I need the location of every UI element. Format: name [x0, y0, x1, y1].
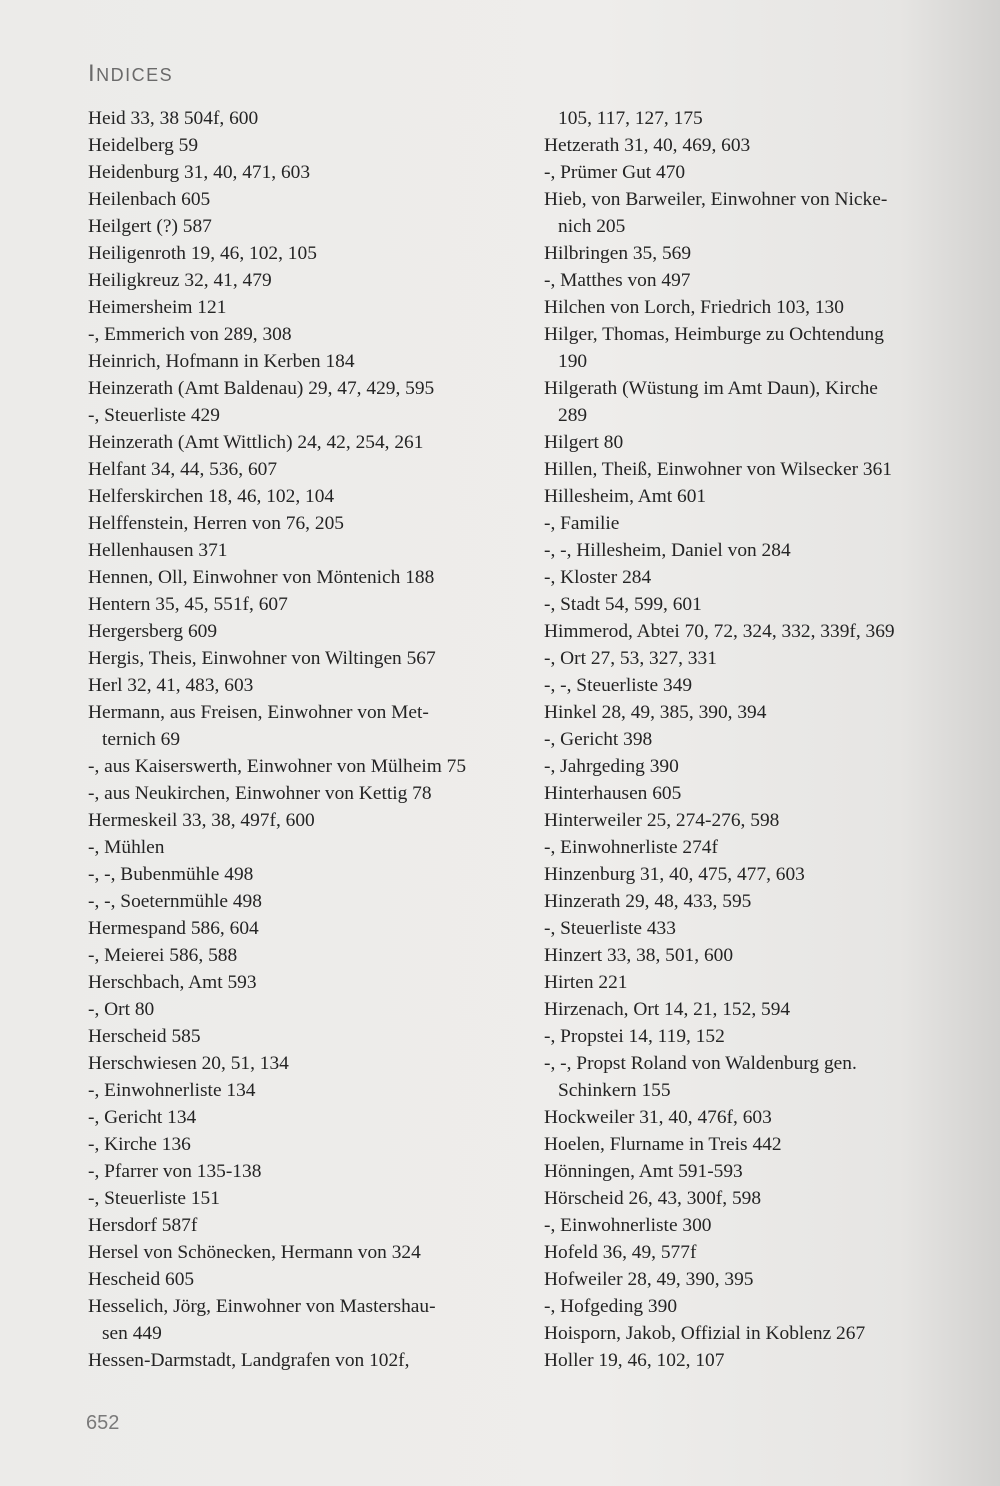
index-entry: -, Ort 27, 53, 327, 331 — [544, 648, 717, 669]
index-entry: -, aus Neukirchen, Einwohner von Kettig 78 — [88, 783, 432, 804]
index-entry: Herscheid 585 — [88, 1026, 201, 1047]
index-entry: -, Kloster 284 — [544, 567, 652, 588]
index-entry: Hermann, aus Freisen, Einwohner von Met- — [88, 702, 429, 723]
index-entry: -, Pfarrer von 135-138 — [88, 1161, 262, 1182]
index-entry: -, Steuerliste 429 — [88, 405, 220, 426]
index-column-left — [88, 105, 508, 1374]
index-entry: Hentern 35, 45, 551f, 607 — [88, 594, 288, 615]
index-entry: -, Einwohnerliste 274f — [544, 837, 718, 858]
index-entry: -, Emmerich von 289, 308 — [88, 324, 292, 345]
index-entry: -, Gericht 398 — [544, 729, 653, 750]
index-entry: -, Einwohnerliste 134 — [88, 1080, 256, 1101]
index-entry: Herschwiesen 20, 51, 134 — [88, 1053, 289, 1074]
continuation-text: nich 205 — [558, 216, 626, 237]
index-entry: -, Matthes von 497 — [544, 270, 691, 291]
index-entry: -, Steuerliste 151 — [88, 1188, 220, 1209]
index-entry: Hinzert 33, 38, 501, 600 — [544, 945, 734, 966]
index-entry: Heilenbach 605 — [88, 189, 211, 210]
index-entry: Hersdorf 587f — [88, 1215, 198, 1236]
index-entry-continuation — [544, 1077, 944, 1104]
index-entry: -, -, Steuerliste 349 — [544, 675, 693, 696]
index-entry: -, Kirche 136 — [88, 1134, 191, 1155]
continuation-text: Schinkern 155 — [558, 1080, 671, 1101]
index-entry: Holler 19, 46, 102, 107 — [544, 1350, 725, 1371]
index-entry: Heidenburg 31, 40, 471, 603 — [88, 162, 311, 183]
running-header — [88, 60, 173, 88]
index-entry: Hersel von Schönecken, Hermann von 324 — [88, 1242, 421, 1263]
index-entry: -, Hofgeding 390 — [544, 1296, 678, 1317]
index-entry: Heinzerath (Amt Baldenau) 29, 47, 429, 595 — [88, 378, 435, 399]
index-entry: Himmerod, Abtei 70, 72, 324, 332, 339f, 369 — [544, 621, 895, 642]
index-entry: -, Familie — [544, 513, 620, 534]
continuation-text: ternich 69 — [102, 729, 181, 750]
index-entry: Hinzerath 29, 48, 433, 595 — [544, 891, 752, 912]
index-entry: Hilgert 80 — [544, 432, 624, 453]
continuation-text: sen 449 — [102, 1323, 162, 1344]
index-entry: Hergis, Theis, Einwohner von Wiltingen 567 — [88, 648, 436, 669]
index-entry: Hinzenburg 31, 40, 475, 477, 603 — [544, 864, 805, 885]
index-entry-continuation — [544, 213, 944, 240]
index-entry: Heiligenroth 19, 46, 102, 105 — [88, 243, 317, 264]
index-entry: -, Einwohnerliste 300 — [544, 1215, 712, 1236]
continuation-text: 289 — [558, 405, 588, 426]
index-entry: -, Propstei 14, 119, 152 — [544, 1026, 725, 1047]
index-entry: -, Stadt 54, 599, 601 — [544, 594, 702, 615]
index-column-right — [544, 105, 944, 1374]
index-entry: Hirzenach, Ort 14, 21, 152, 594 — [544, 999, 791, 1020]
index-entry: Hinterweiler 25, 274-276, 598 — [544, 810, 780, 831]
index-entry: Hillen, Theiß, Einwohner von Wilsecker 361 — [544, 459, 892, 480]
index-entry: Heimersheim 121 — [88, 297, 227, 318]
index-entry-continuation — [88, 1320, 508, 1347]
index-entry: Helferskirchen 18, 46, 102, 104 — [88, 486, 335, 507]
index-entry-continuation — [88, 726, 508, 753]
index-entry-continuation — [544, 348, 944, 375]
index-entry: Heidelberg 59 — [88, 135, 199, 156]
index-entry-continuation — [544, 105, 944, 132]
index-entry: Helffenstein, Herren von 76, 205 — [88, 513, 344, 534]
index-entry: Hinkel 28, 49, 385, 390, 394 — [544, 702, 767, 723]
index-entry: Hofeld 36, 49, 577f — [544, 1242, 697, 1263]
index-entry: Hoisporn, Jakob, Offizial in Koblenz 267 — [544, 1323, 866, 1344]
index-entry: -, Prümer Gut 470 — [544, 162, 686, 183]
index-entry: Heiligkreuz 32, 41, 479 — [88, 270, 272, 291]
index-entry: -, aus Kaiserswerth, Einwohner von Mülheim 75 — [88, 756, 467, 777]
index-entry: Hilbringen 35, 569 — [544, 243, 692, 264]
index-entry: -, Mühlen — [88, 837, 165, 858]
index-entry: -, Ort 80 — [88, 999, 155, 1020]
index-entry: Helfant 34, 44, 536, 607 — [88, 459, 278, 480]
page-number: 652 — [86, 1412, 120, 1434]
index-entry: Hermeskeil 33, 38, 497f, 600 — [88, 810, 315, 831]
index-entry: Hoelen, Flurname in Treis 442 — [544, 1134, 782, 1155]
index-entry: Hessen-Darmstadt, Landgrafen von 102f, — [88, 1350, 410, 1371]
index-entry: Heilgert (?) 587 — [88, 216, 212, 237]
index-entry: Hillesheim, Amt 601 — [544, 486, 707, 507]
index-entry: -, -, Hillesheim, Daniel von 284 — [544, 540, 791, 561]
index-entry: Hörscheid 26, 43, 300f, 598 — [544, 1188, 762, 1209]
index-entry: -, Gericht 134 — [88, 1107, 197, 1128]
index-entry: Herschbach, Amt 593 — [88, 972, 257, 993]
index-entry-continuation — [544, 402, 944, 429]
header-title: INDICES — [88, 60, 174, 87]
index-entry: Heinrich, Hofmann in Kerben 184 — [88, 351, 355, 372]
index-entry: -, Jahrgeding 390 — [544, 756, 679, 777]
index-entry: Hilger, Thomas, Heimburge zu Ochtendung — [544, 324, 884, 345]
index-entry: -, -, Propst Roland von Waldenburg gen. — [544, 1053, 857, 1074]
continuation-text: 105, 117, 127, 175 — [558, 108, 703, 129]
index-entry: -, -, Soeternmühle 498 — [88, 891, 262, 912]
index-entry: Hinterhausen 605 — [544, 783, 682, 804]
index-entry: Hilchen von Lorch, Friedrich 103, 130 — [544, 297, 844, 318]
index-entry: Hellenhausen 371 — [88, 540, 228, 561]
index-entry: -, Steuerliste 433 — [544, 918, 676, 939]
index-entry: Heid 33, 38 504f, 600 — [88, 108, 259, 129]
index-entry: Hergersberg 609 — [88, 621, 218, 642]
index-entry: Herl 32, 41, 483, 603 — [88, 675, 254, 696]
index-entry: Hermespand 586, 604 — [88, 918, 259, 939]
index-entry: Hofweiler 28, 49, 390, 395 — [544, 1269, 754, 1290]
index-entry: Heinzerath (Amt Wittlich) 24, 42, 254, 261 — [88, 432, 424, 453]
index-entry: Hieb, von Barweiler, Einwohner von Nicke- — [544, 189, 888, 210]
index-entry: Hetzerath 31, 40, 469, 603 — [544, 135, 751, 156]
continuation-text: 190 — [558, 351, 588, 372]
index-entry: Hescheid 605 — [88, 1269, 195, 1290]
index-entry: Hönningen, Amt 591-593 — [544, 1161, 743, 1182]
index-entry: -, -, Bubenmühle 498 — [88, 864, 254, 885]
index-entry: Hesselich, Jörg, Einwohner von Mastershau- — [88, 1296, 436, 1317]
index-entry: -, Meierei 586, 588 — [88, 945, 238, 966]
index-entry: Hockweiler 31, 40, 476f, 603 — [544, 1107, 772, 1128]
index-entry: Hilgerath (Wüstung im Amt Daun), Kirche — [544, 378, 878, 399]
index-entry: Hennen, Oll, Einwohner von Möntenich 188 — [88, 567, 435, 588]
index-entry: Hirten 221 — [544, 972, 628, 993]
